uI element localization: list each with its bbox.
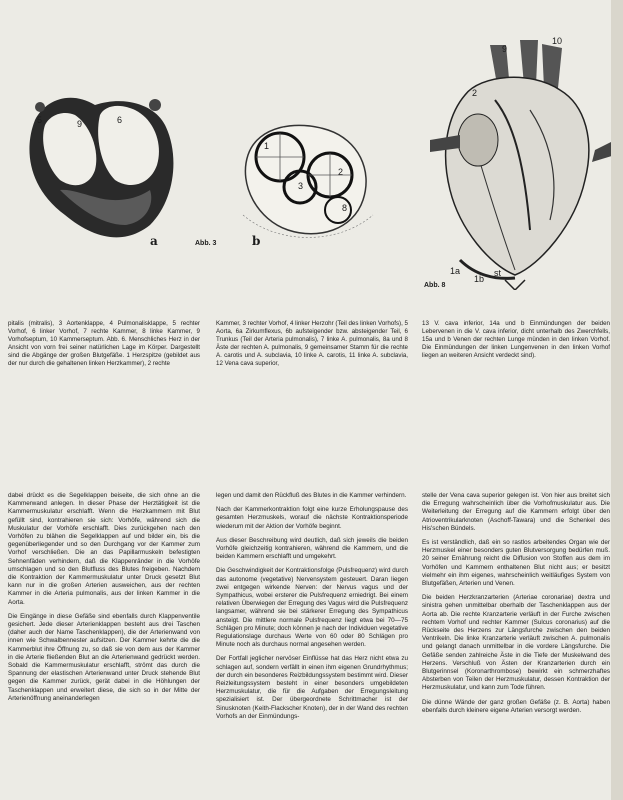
figure-number: 8 <box>342 203 348 213</box>
paragraph: stelle der Vena cava superior gelegen ist. Von hier aus breitet sich die Erregung wahrscheinlich über die Vorhofmuskulatur aus. Die Weiterleitung der Erregung auf die Kammern erfolgt über den Atrioventrikularknoten (Aschoff-Tawara) und die Schenkel des His'schen Bündels. <box>422 492 610 532</box>
figure-number: 6 <box>117 115 123 125</box>
body-column-2 <box>216 492 408 721</box>
figure-a-label: a <box>150 234 158 248</box>
figure-number: 5 <box>37 115 43 125</box>
heart-valves-illustration <box>238 115 378 245</box>
heart-section-figure <box>5 85 185 245</box>
paragraph: dabei drückt es die Segelklappen beiseite, die sich ohne an die Kammerwand anlegen. In dieser Phase der Herztätigkeit ist die Kammermuskulatur erschlafft. Wenn die Herzkammern mit Blut gefüllt sind, kontrahieren sie sich: Vorhöfe, während sich die Muskulatur der Vorhöfe erschlafft. Dies zurückgehen nach den Vorhöfen zu blähen die Segelklappen auf und bilder ein, bis die gegenüberliegender und so den Durchgang vor der Kammer zum Vorhof verschließen. Die an das Papillarmuskeln befestigten Sehnenfäden verhindern, daß die Klappenränder in die Vorhöfe umschlagen und so den Blutfluss des Blutes freigeben. Nachdem die Kontraktion der Kammermuskulatur unter Druck gesetzt Blut kann nur in die großen Arterien ausweichen, aus der rechten Kammer in die Arteria pulmonalis, aus der linken Kammer in die Aorta. <box>8 492 200 606</box>
figure-number: 9 <box>77 119 83 129</box>
figure-number: 10 <box>552 36 563 46</box>
figure-number: 2 <box>338 167 344 177</box>
figure-number: 9 <box>502 44 508 54</box>
figure-number: st <box>494 268 502 278</box>
paragraph: Die beiden Herzkranzarterien (Arteriae coronariae) dextra und sinistra gehen unmittelbar oberhalb der Taschenklappen aus der Aorta ab. Die rechte Kranzarterie verläuft in der Furche zwischen rechtem Vorhof und rechter Kammer (Sulcus coronarius) auf die Rückseite des Herzens zur Längsfurche zwischen den beiden Ventrikeln. Die linke Kranzarterie verläuft zwischen A. pulmonalis und gelangt danach unmittelbar in die vordere Längsfurche. Die Gefäße senden zahlreiche Äste in die Tiefe der Muskelwand des Herzens. Verschluß von Ästen der Kranzarterien durch ein Blutgerinnsel (Koronarthrombose) bewirkt ein schmerzhaftes Absterben von Teilen der Herzmuskulatur, dessen Kontraktion der Herzmuskulatur, und kann zum Tode führen. <box>422 594 610 692</box>
paragraph: Aus dieser Beschreibung wird deutlich, daß sich jeweils die beiden Vorhöfe gleichzeitig kontrahieren, während die Kammern, und die beiden Kammern erschlafft und umgekehrt. <box>216 536 408 561</box>
figure-number: 1b <box>474 274 485 284</box>
heart-valves-figure <box>238 115 378 245</box>
caption-text: pitalis (mitralis), 3 Aortenklappe, 4 Pulmonalisklappe, 5 rechter Vorhof, 6 linker Vorhof, 7 rechte Kammer, 8 linke Kammer, 9 Vorhofseptum, 10 Kammerseptum. Abb. 6. Menschliches Herz in der Ansicht von vorn frei seiner natürlichen Lage im Körper. Dargestellt sind die Abgänge der großen Blutgefäße. 1 Herzspitze (gebildet aus der nur durch die gehaltenen linken Herzkammer), 2 rechte <box>8 320 200 368</box>
caption-text: 13 V. cava inferior, 14a und b Einmündungen der beiden Lebervenen in die V. cava inferior, dicht unterhalb des Zwerchfells, 15a und b Venen der rechten Lunge münden in den linken Vorhof. Die Einmündungen der linken Lungenvenen in den linken Vorhof liegen an weiteren Ansicht verdeckt sind). <box>422 320 610 360</box>
heart-section-illustration <box>5 85 185 245</box>
paragraph: Die dünne Wände der ganz großen Gefäße (z. B. Aorta) haben ebenfalls durch kleinere eigene Arterien versorgt werden. <box>422 698 610 714</box>
paragraph: legen und damit den Rückfluß des Blutes in die Kammer verhindern. <box>216 492 407 499</box>
figure-right-caption-tag: Abb. 8 <box>424 282 446 289</box>
caption-text: Kammer, 3 rechter Vorhof, 4 linker Herzohr (Teil des linken Vorhofs), 5 Aorta, 6a Zirkumflexus, 6b aufsteigender bzw. absteigender Teil, 6 Trunkus (Teil der Arteria pulmonalis), 7 linke A. pulmonalis, 8a und 8 Äste der rechten A. pulmonalis, 9 gemeinsamer Stamm für die rechte A. carotis und A. subclavia, 10 linke A. carotis, 11 linke A. subclavia, 12 Vena cava superior, <box>216 320 408 368</box>
caption-column-1 <box>8 320 200 369</box>
paragraph: Der Fortfall jeglicher nervöser Einflüsse hat das Herz nicht etwa zu schlagen auf, sondern verfällt in einen ihm eigenen Grundrhythmus; der durch ein besonderes Reizbildungssystem bestimmt wird. Dieser Reizleitungssystem besteht in einer besonders umgebildeten Herzmuskulatur, die für die Aufgaben der Erregungsleitung spezialisiert ist. Der übergeordnete Schrittmacher ist der Sinusknoten (Keith-Flackscher Knoten), der in der Wand des rechten Vorhofs an der Einmündungs- <box>216 655 408 720</box>
caption-column-3 <box>422 320 610 360</box>
figure-a-caption-tag: Abb. 3 <box>195 240 217 247</box>
figure-number: 2 <box>472 88 478 98</box>
page-edge-shadow <box>611 0 623 800</box>
figure-b-label: b <box>252 234 261 248</box>
paragraph: Die Geschwindigkeit der Kontraktionsfolge (Pulsfrequenz) wird durch das autonome (vegetative) Nervensystem gesteuert. Daran liegen zwei entgegen wirkende Nerven: der Nervus vagus und der Sympathicus, wobei ersterer die Pulsfrequenz erniedrigt. Bei einem relativen Überwiegen der Erregung des Vagus wird die Pulsfrequenz langsamer, während sie bei stärkerer Erregung des Sympathicus ansteigt. Die mittlere normale Pulsfrequenz liegt etwa bei 70—75 Schlägen pro Minute; doch können je nach der Individuen vegetative Regulationslage durchaus Werte von 60 oder 80 Schlägen pro Minute noch als durchaus normal angesehen werden. <box>216 567 408 649</box>
heart-exterior-illustration <box>420 30 615 290</box>
paragraph: Es ist verständlich, daß ein so rastlos arbeitendes Organ wie der Herzmuskel einer besonders guten Blutversorgung bedürfen muß. 20 seiner Ernährung reicht die Diffusion von Stoffen aus dem im Vorhöfen und Kammern enthaltenen Blut nicht aus; er besitzt vielmehr ein ihm eigenes, wahrscheinlich weitläufiges System von Blutgefäßen, Arterien und Venen. <box>422 539 610 588</box>
figure-number: 3 <box>298 181 304 191</box>
caption-column-2 <box>216 320 408 369</box>
body-column-3 <box>422 492 610 715</box>
paragraph: Die Eingänge in diese Gefäße sind ebenfalls durch Klappenventile gesichert. Jede dieser Arterienklappen besteht aus drei Taschen (daher auch der Name Taschenklappen), die der Arterienwand von innen wie Schwalbennester aufsitzen. Der Kammer kehrte die die Kammerblut ihre Öffnung zu, so daß sie von dem aus der Kammer in die Arterie fließenden Blut an die Arterienwand gedrückt werden. Sobald die Kammermuskulatur erschlafft, strömt das durch die Spannung der elastischen Arterienwand unter Druck stehende Blut gegen die Kammer zurück, gerät dabei in die Höhlungen der Taschenklappen und erweitert diese, die sich so in der Mitte der Arterienöffnung aneinanderlegen <box>8 612 200 702</box>
body-column-1 <box>8 492 200 703</box>
heart-exterior-figure <box>420 30 615 290</box>
paragraph: Nach der Kammerkontraktion folgt eine kurze Erholungspause des gesamten Herzmuskels, worauf die nächste Kontraktionsperiode wiederum mit der Aktion der Vorhöfe beginnt. <box>216 506 408 530</box>
figure-number: 1a <box>450 266 461 276</box>
figure-number: 1 <box>264 141 270 151</box>
